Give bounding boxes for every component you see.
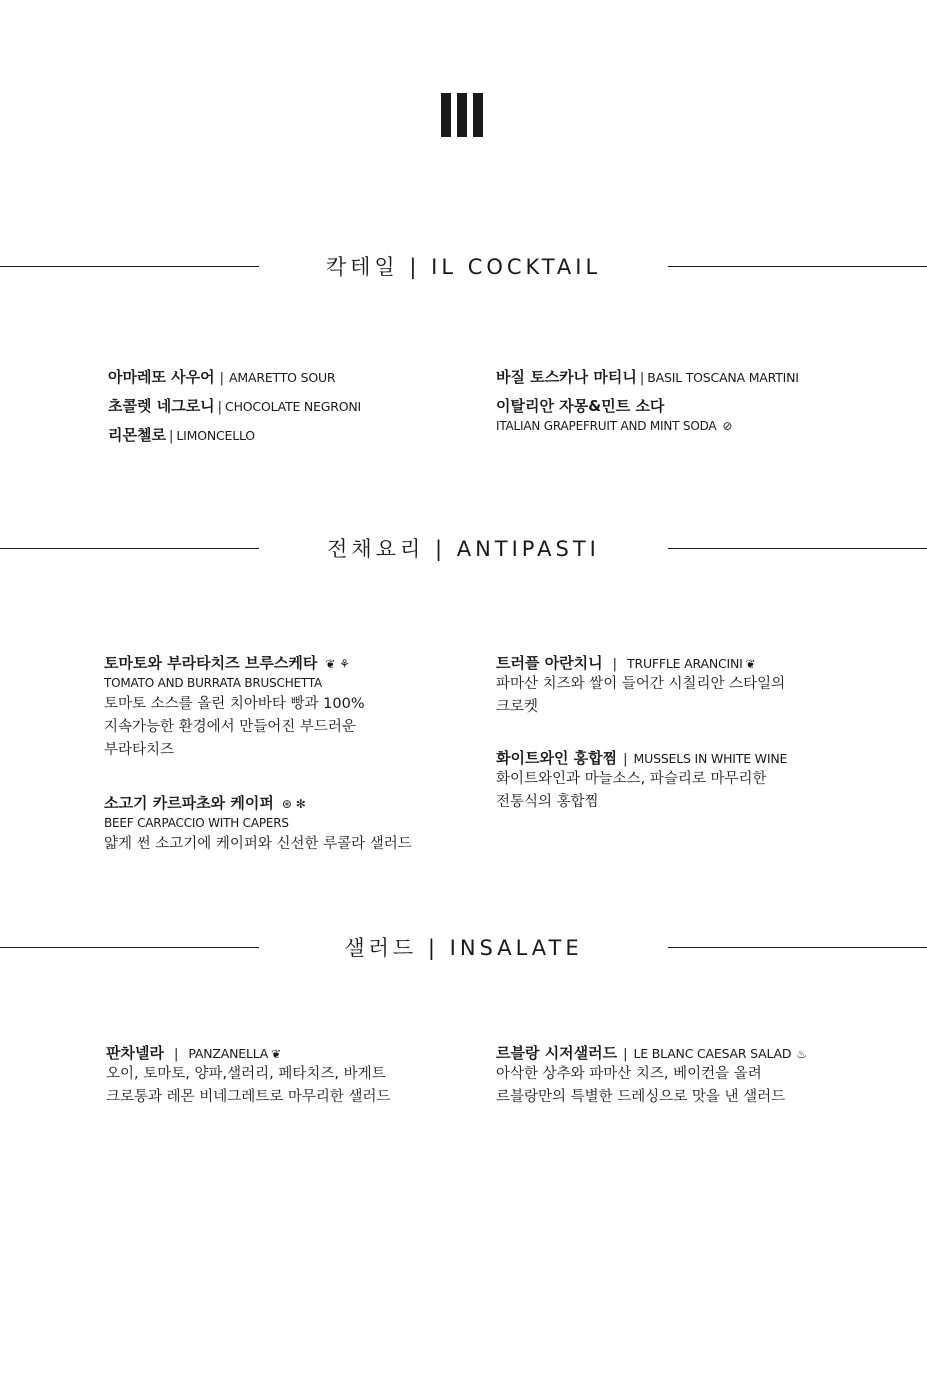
item-name-ko: 이탈리안 자몽&민트 소다 bbox=[496, 397, 665, 415]
divider-left bbox=[0, 266, 259, 267]
item-description: 크로통과 레몬 비네그레트로 마무리한 샐러드 bbox=[106, 1089, 391, 1105]
item-description: 크로켓 bbox=[496, 699, 539, 715]
separator: | bbox=[217, 400, 223, 415]
section-header-antipasti bbox=[0, 534, 927, 564]
section-title: 샐러드 | INSALATE bbox=[344, 936, 583, 960]
menu-item-beef-carpaccio bbox=[104, 792, 412, 856]
item-title-row bbox=[496, 1042, 807, 1063]
menu-item-basil-toscana-martini bbox=[496, 366, 799, 387]
divider-left bbox=[0, 947, 259, 948]
item-description: 지속가능한 환경에서 만들어진 부드러운 bbox=[104, 719, 356, 735]
item-name-ko: 트러플 아란치니 bbox=[496, 654, 603, 672]
item-title-row bbox=[106, 1042, 391, 1063]
divider-right bbox=[668, 548, 927, 549]
divider-right bbox=[668, 266, 927, 267]
item-description: 파마산 치즈와 쌀이 들어간 시칠리안 스타일의 bbox=[496, 676, 786, 692]
menu-item-panzanella bbox=[106, 1042, 391, 1109]
item-name-ko: 판차넬라 bbox=[106, 1044, 164, 1062]
item-description: 전통식의 홍합찜 bbox=[496, 794, 599, 810]
item-name-ko: 바질 토스카나 마티니 bbox=[496, 368, 637, 386]
section-title: 칵테일 | IL COCKTAIL bbox=[325, 255, 602, 279]
item-name-ko: 초콜렛 네그로니 bbox=[108, 397, 215, 415]
vegetarian-icon: ❦ bbox=[745, 657, 756, 671]
item-name-en: TRUFFLE ARANCINI bbox=[627, 656, 743, 671]
separator: | bbox=[623, 752, 628, 767]
item-title-row bbox=[104, 652, 365, 673]
menu-item-chocolate-negroni bbox=[108, 395, 361, 416]
item-name-en: BEEF CARPACCIO WITH CAPERS bbox=[104, 816, 289, 830]
item-name-en: PANZANELLA bbox=[188, 1046, 269, 1061]
item-description: 아삭한 상추와 파마산 치즈, 베이컨을 올려 bbox=[496, 1066, 762, 1082]
item-description: 토마토 소스를 올린 치아바타 빵과 100% bbox=[104, 696, 365, 712]
divider-left bbox=[0, 548, 259, 549]
section-header-cocktail bbox=[0, 252, 927, 282]
item-title-row bbox=[496, 747, 787, 768]
item-name-ko: 소고기 카르파초와 케이퍼 bbox=[104, 794, 274, 812]
menu-item-truffle-arancini bbox=[496, 652, 785, 719]
item-name-en: TOMATO AND BURRATA BRUSCHETTA bbox=[104, 676, 323, 690]
item-name-en: LIMONCELLO bbox=[176, 428, 255, 443]
item-name-en: ITALIAN GRAPEFRUIT AND MINT SODA bbox=[496, 419, 717, 433]
item-name-en: LE BLANC CAESAR SALAD bbox=[633, 1046, 792, 1061]
item-description: 화이트와인과 마늘소스, 파슬리로 마무리한 bbox=[496, 771, 767, 787]
item-description: 얇게 썬 소고기에 케이퍼와 신선한 루콜라 샐러드 bbox=[104, 836, 412, 852]
item-title-row bbox=[496, 652, 785, 673]
item-name-en: BASIL TOSCANA MARTINI bbox=[647, 370, 799, 385]
separator: | bbox=[623, 1047, 628, 1062]
item-name-ko: 토마토와 부라타치즈 브루스케타 bbox=[104, 654, 318, 672]
section-header-insalate bbox=[0, 933, 927, 963]
menu-item-bruschetta bbox=[104, 652, 365, 762]
item-name-en: AMARETTO SOUR bbox=[229, 370, 336, 385]
menu-item-italian-grapefruit-soda bbox=[496, 395, 732, 436]
item-name-en: CHOCOLATE NEGRONI bbox=[225, 399, 362, 414]
item-description: 부라타치즈 bbox=[104, 742, 175, 758]
item-description: 오이, 토마토, 양파,샐러리, 페타치즈, 바게트 bbox=[106, 1066, 386, 1082]
allergen-icon: ⊛ ✻ bbox=[281, 797, 306, 811]
separator: | bbox=[173, 1047, 179, 1062]
item-title-row bbox=[104, 792, 412, 813]
section-title: 전채요리 | ANTIPASTI bbox=[327, 537, 600, 561]
separator: | bbox=[168, 429, 174, 444]
logo-icon bbox=[441, 93, 485, 137]
menu-item-caesar-salad bbox=[496, 1042, 807, 1109]
separator: | bbox=[219, 371, 225, 386]
item-name-ko: 리몬첼로 bbox=[108, 426, 166, 444]
item-name-ko: 화이트와인 홍합찜 bbox=[496, 749, 618, 767]
menu-item-amaretto-sour bbox=[108, 366, 335, 387]
item-name-ko: 르블랑 시저샐러드 bbox=[496, 1044, 618, 1062]
item-name-en: MUSSELS IN WHITE WINE bbox=[633, 751, 788, 766]
divider-right bbox=[668, 947, 927, 948]
menu-item-limoncello bbox=[108, 424, 255, 445]
vegetarian-icon: ❦ bbox=[271, 1047, 282, 1061]
allergen-icon: ♨ bbox=[796, 1047, 808, 1061]
non-alcoholic-icon: ⊘ bbox=[722, 419, 733, 433]
item-name-en-row bbox=[496, 416, 732, 436]
item-description: 르블랑만의 특별한 드레싱으로 맛을 낸 샐러드 bbox=[496, 1089, 786, 1105]
separator: | bbox=[639, 371, 645, 386]
vegetarian-icon: ❦ ⚘ bbox=[325, 657, 350, 671]
separator: | bbox=[612, 657, 618, 672]
item-name-ko: 아마레또 사우어 bbox=[108, 368, 215, 386]
menu-item-mussels bbox=[496, 747, 787, 814]
